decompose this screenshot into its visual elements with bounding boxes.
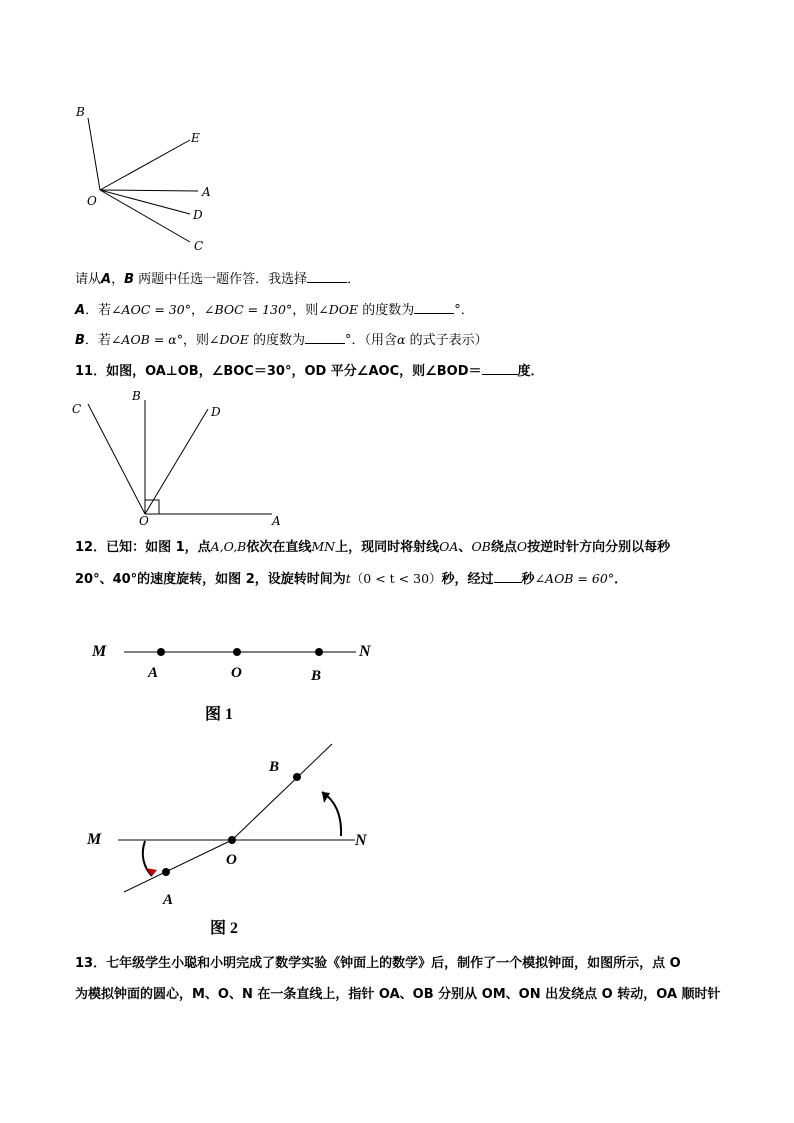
figure-1-caption: 图 1 [205,706,234,723]
question-11: 11．如图，OA⊥OB，∠BOC＝30°，OD 平分∠AOC，则∠BOD＝ 度． [75,360,544,382]
label-a: A [202,185,211,199]
option-b: B．若∠AOB = α°，则∠DOE 的度数为 °．（用含α 的式子表示） [75,329,488,351]
figure-2-caption: 图 2 [210,920,239,937]
label-o: O [231,665,242,681]
question-13-line-1: 13．七年级学生小聪和小明完成了数学实验《钟面上的数学》后，制作了一个模拟钟面，如图所示，点 O [75,956,681,971]
label-o: O [226,852,237,868]
label-a: A [272,514,281,528]
label-d: D [211,405,221,419]
question-13-line-2: 为模拟钟面的圆心，M、O、N 在一条直线上，指针 OA、OB 分别从 OM、ON 出发绕点 O 转动，OA 顺时针 [75,987,721,1002]
label-d: D [193,208,203,222]
point-a [162,868,170,876]
label-a: A [163,892,174,908]
label-a: A [148,665,159,681]
option-a: A．若∠AOC = 30°，∠BOC = 130°，则∠DOE 的度数为 °． [75,299,474,321]
label-b: B [76,105,85,119]
question-12-line-2: 20°、40°的速度旋转，如图 2，设旋转时间为t（0 < t < 30）秒，经过 秒∠AOB = 60°． [75,568,627,590]
point-o [228,836,236,844]
point-b [293,773,301,781]
label-n: N [355,832,367,849]
label-m: M [87,831,102,848]
label-b: B [269,759,280,775]
label-o: O [139,514,149,528]
label-n: N [359,643,371,660]
choose-line: 请从A，B 两题中任选一题作答．我选择 ． [75,268,360,290]
label-c: C [194,239,204,253]
label-c: C [72,402,82,416]
label-o: O [87,194,97,208]
label-b: B [132,389,141,403]
question-12-line-1: 12．已知：如图 1，点A,O,B依次在直线MN上，现同时将射线OA、OB绕点O按逆时针方向分别以每秒 [75,539,671,555]
label-e: E [191,131,200,145]
label-b: B [311,668,322,684]
label-m: M [92,643,107,660]
